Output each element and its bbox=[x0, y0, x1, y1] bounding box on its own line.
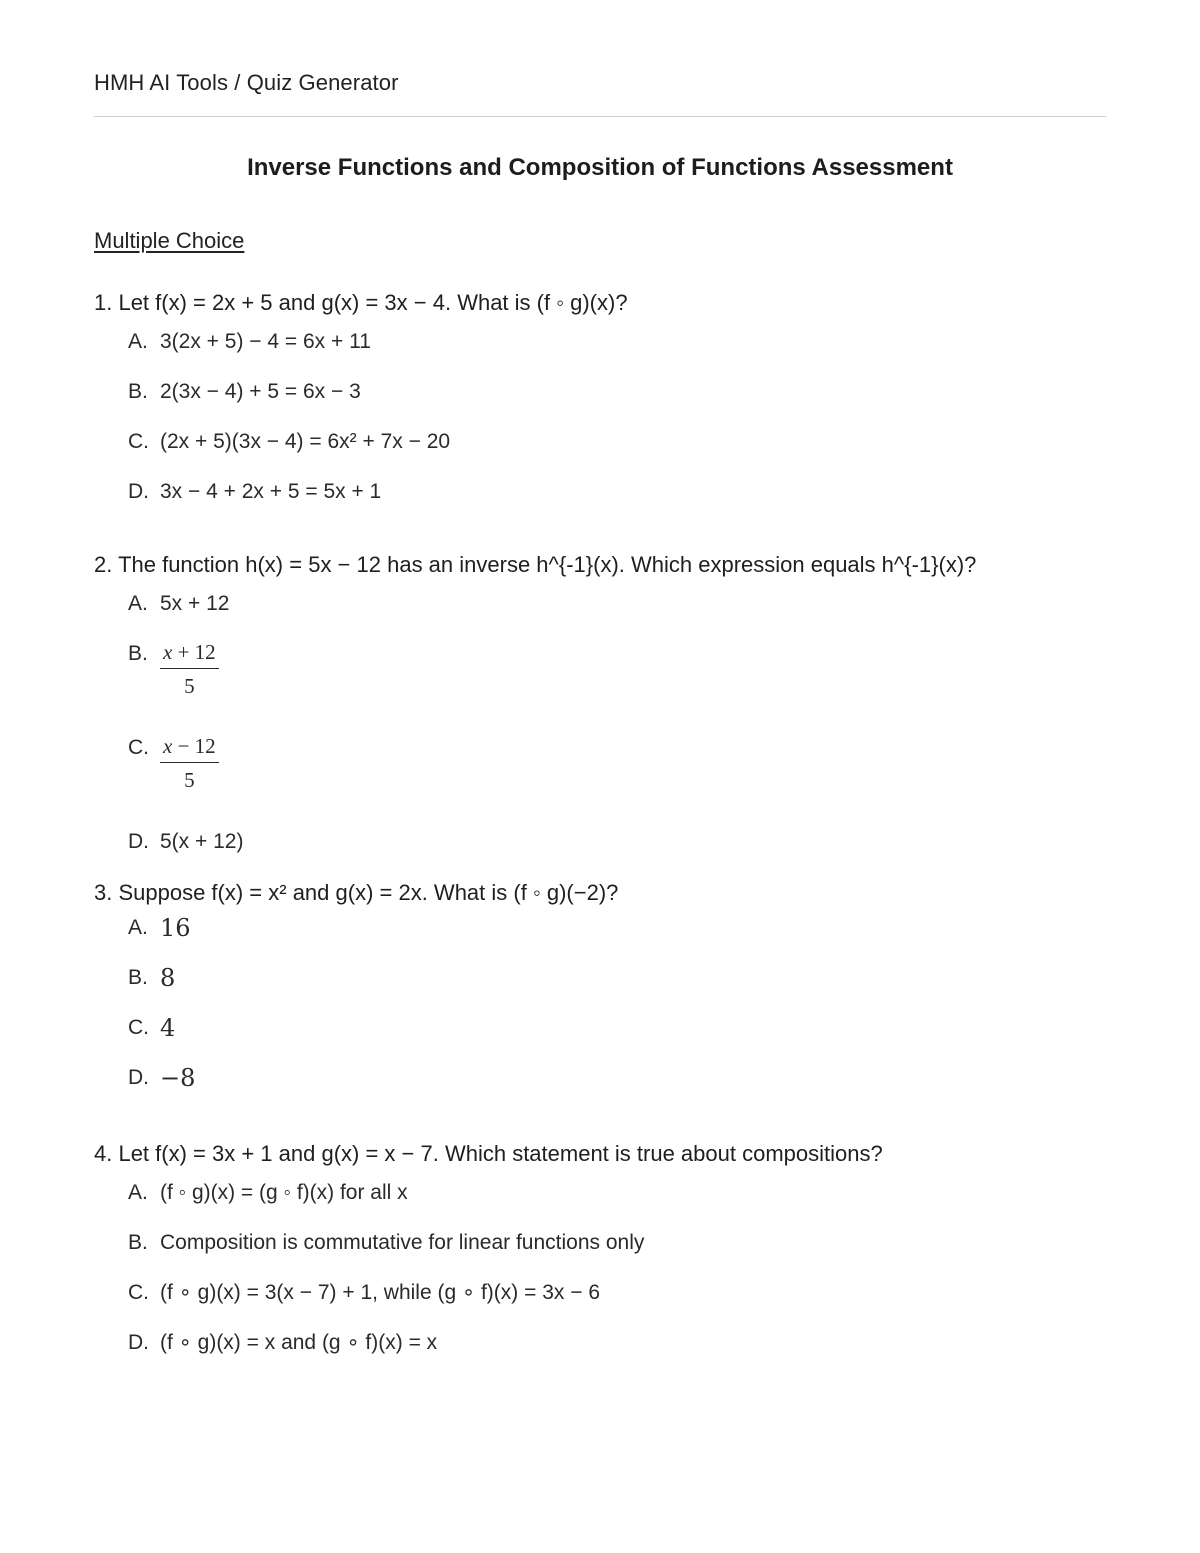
option-letter: A. bbox=[128, 330, 148, 353]
numerator-rest: − 12 bbox=[172, 734, 216, 758]
option-text: −8 bbox=[160, 1064, 196, 1092]
fraction bbox=[160, 640, 219, 698]
question-text: 2. The function h(x) = 5x − 12 has an inverse h^{-1}(x). Which expression equals h^{-1}(x)? bbox=[94, 552, 977, 577]
numerator-variable: x bbox=[163, 734, 173, 758]
answer-options bbox=[94, 1181, 1106, 1355]
option-a[interactable] bbox=[94, 916, 1106, 940]
option-letter: C. bbox=[128, 736, 149, 759]
option-text: Composition is commutative for linear functions only bbox=[160, 1231, 645, 1254]
option-letter: D. bbox=[128, 1066, 149, 1089]
question-text: 1. Let f(x) = 2x + 5 and g(x) = 3x − 4. What is (f ◦ g)(x)? bbox=[94, 290, 628, 315]
option-letter: A. bbox=[128, 1181, 148, 1204]
fraction-denominator: 5 bbox=[184, 768, 195, 792]
option-a[interactable] bbox=[94, 1181, 1106, 1205]
numerator-variable: x bbox=[163, 640, 173, 664]
option-c[interactable] bbox=[94, 736, 1106, 792]
option-text: (f ∘ g)(x) = x and (g ∘ f)(x) = x bbox=[160, 1331, 438, 1354]
option-letter: C. bbox=[128, 430, 149, 453]
option-letter: B. bbox=[128, 380, 148, 403]
option-b[interactable] bbox=[94, 966, 1106, 990]
option-text: (f ∘ g)(x) = 3(x − 7) + 1, while (g ∘ f)(x) = 3x − 6 bbox=[160, 1281, 601, 1304]
option-a[interactable] bbox=[94, 592, 1106, 616]
option-letter: A. bbox=[128, 592, 148, 615]
option-letter: C. bbox=[128, 1281, 149, 1304]
option-text: (f ◦ g)(x) = (g ◦ f)(x) for all x bbox=[160, 1181, 408, 1204]
option-letter: B. bbox=[128, 1231, 148, 1254]
question-2 bbox=[94, 552, 1106, 880]
page-title: Inverse Functions and Composition of Functions Assessment bbox=[247, 154, 953, 181]
option-text: 3(2x + 5) − 4 = 6x + 11 bbox=[160, 330, 371, 353]
fraction-numerator bbox=[160, 640, 219, 669]
fraction-numerator bbox=[160, 734, 219, 763]
option-letter: B. bbox=[128, 966, 148, 989]
option-text: 4 bbox=[160, 1014, 176, 1042]
option-c[interactable] bbox=[94, 1281, 1106, 1305]
option-text: (2x + 5)(3x − 4) = 6x² + 7x − 20 bbox=[160, 430, 451, 453]
answer-options bbox=[94, 916, 1106, 1090]
option-a[interactable] bbox=[94, 330, 1106, 354]
option-d[interactable] bbox=[94, 830, 1106, 854]
option-letter: D. bbox=[128, 480, 149, 503]
option-letter: C. bbox=[128, 1016, 149, 1039]
option-text: 16 bbox=[160, 914, 191, 942]
option-letter: B. bbox=[128, 642, 148, 665]
section-heading-multiple-choice: Multiple Choice bbox=[94, 228, 245, 253]
question-text: 3. Suppose f(x) = x² and g(x) = 2x. What is (f ◦ g)(−2)? bbox=[94, 880, 619, 905]
option-text: 3x − 4 + 2x + 5 = 5x + 1 bbox=[160, 480, 382, 503]
option-d[interactable] bbox=[94, 480, 1106, 504]
option-b[interactable] bbox=[94, 642, 1106, 698]
option-d[interactable] bbox=[94, 1331, 1106, 1355]
question-text: 4. Let f(x) = 3x + 1 and g(x) = x − 7. Which statement is true about compositions? bbox=[94, 1141, 883, 1166]
header-divider bbox=[94, 116, 1106, 117]
answer-options bbox=[94, 592, 1106, 854]
option-b[interactable] bbox=[94, 380, 1106, 404]
option-letter: D. bbox=[128, 830, 149, 853]
option-b[interactable] bbox=[94, 1231, 1106, 1255]
option-c[interactable] bbox=[94, 430, 1106, 454]
option-letter: D. bbox=[128, 1331, 149, 1354]
option-d[interactable] bbox=[94, 1066, 1106, 1090]
option-text: 5x + 12 bbox=[160, 592, 230, 615]
answer-options bbox=[94, 330, 1106, 504]
question-1 bbox=[94, 290, 1106, 530]
question-3 bbox=[94, 880, 1106, 1116]
option-letter: A. bbox=[128, 916, 148, 939]
breadcrumb[interactable]: HMH AI Tools / Quiz Generator bbox=[94, 70, 399, 95]
fraction-denominator: 5 bbox=[184, 674, 195, 698]
option-c[interactable] bbox=[94, 1016, 1106, 1040]
option-text: 5(x + 12) bbox=[160, 830, 244, 853]
numerator-rest: + 12 bbox=[172, 640, 216, 664]
fraction bbox=[160, 734, 219, 792]
question-4 bbox=[94, 1141, 1106, 1381]
option-text: 8 bbox=[160, 964, 176, 992]
option-text: 2(3x − 4) + 5 = 6x − 3 bbox=[160, 380, 361, 403]
